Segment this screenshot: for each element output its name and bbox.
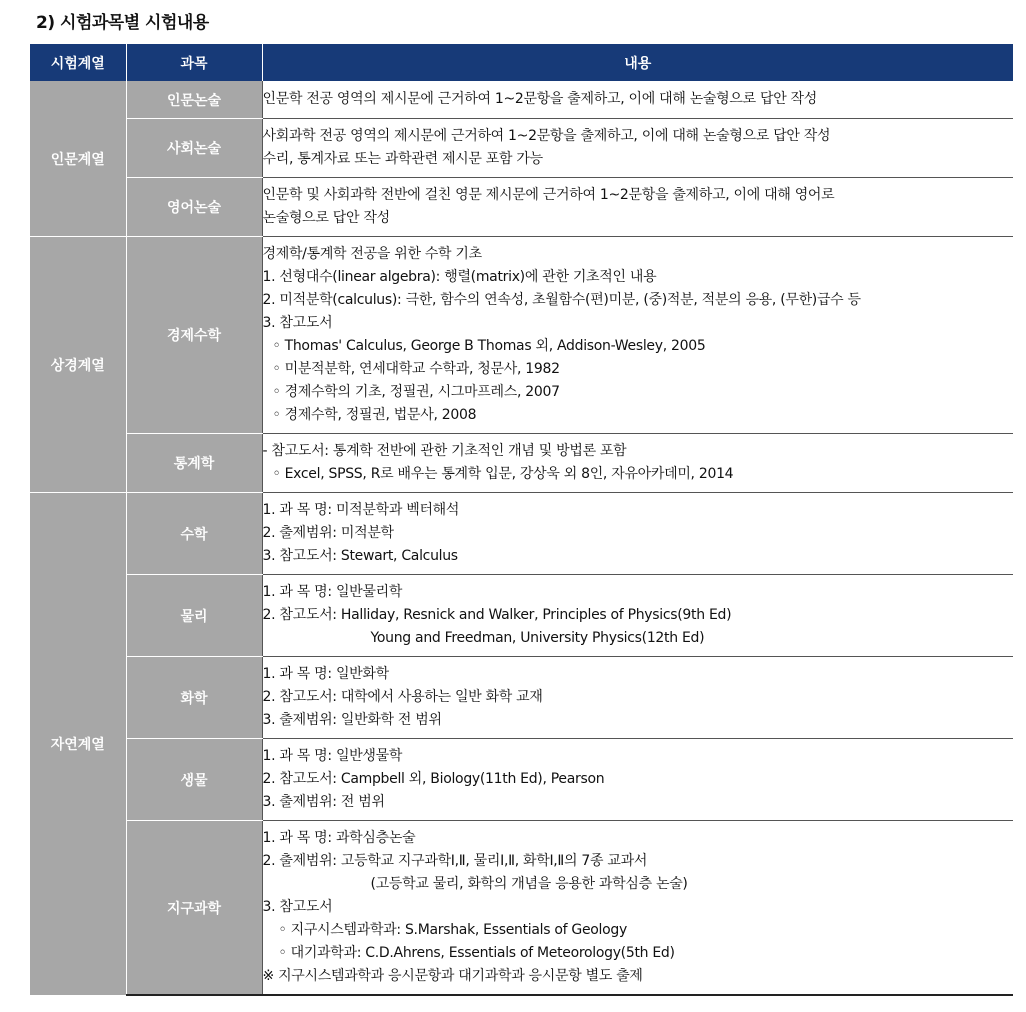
table-row [30,237,1013,434]
content-line: ※ 지구시스템과학과 응시문항과 대기과학과 응시문항 별도 출제 [262,968,643,984]
content-line: 1. 과 목 명: 일반화학 [262,666,389,682]
content-line: 인문학 및 사회과학 전반에 걸친 영문 제시문에 근거하여 1~2문항을 출제하고, 이에 대해 영어로 [262,187,835,203]
content-line: 3. 참고도서 [262,899,333,915]
content-line: ◦ Thomas' Calculus, George B Thomas 외, Addison-Wesley, 2005 [272,338,706,354]
subject-cell: 생물 [126,739,262,821]
content-line: 1. 선형대수(linear algebra): 행렬(matrix)에 관한 기초적인 내용 [262,269,657,285]
content-line: ◦ 대기과학과: C.D.Ahrens, Essentials of Meteorology(5th Ed) [278,945,675,961]
content-line: Young and Freedman, University Physics(12th Ed) [370,630,705,646]
content-line: 2. 미적분학(calculus): 극한, 함수의 연속성, 초월함수(편)미분, (중)적분, 적분의 응용, (무한)급수 등 [262,292,861,308]
content-cell [262,237,1013,434]
content-line: 2. 출제범위: 고등학교 지구과학Ⅰ,Ⅱ, 물리Ⅰ,Ⅱ, 화학Ⅰ,Ⅱ의 7종 교과서 [262,853,648,869]
content-line: 사회과학 전공 영역의 제시문에 근거하여 1~2문항을 출제하고, 이에 대해 논술형으로 답안 작성 [262,128,831,144]
content-cell [262,81,1013,119]
table-row [30,821,1013,996]
exam-content-table [30,44,1013,996]
content-cell [262,821,1013,996]
content-line: ◦ 경제수학, 정필권, 법문사, 2008 [272,407,477,423]
header-subject: 과목 [126,44,262,81]
content-line: - 참고도서: 통계학 전반에 관한 기초적인 개념 및 방법론 포함 [262,443,627,459]
content-line: ◦ 지구시스템과학과: S.Marshak, Essentials of Geology [278,922,627,938]
content-line: 3. 참고도서 [262,315,333,331]
content-line: ◦ 미분적분학, 연세대학교 수학과, 청문사, 1982 [272,361,560,377]
table-row [30,119,1013,178]
content-line: (고등학교 물리, 화학의 개념을 응용한 과학심층 논술) [370,876,688,892]
content-line: 1. 과 목 명: 일반생물학 [262,748,403,764]
content-line: ◦ Excel, SPSS, R로 배우는 통계학 입문, 강상욱 외 8인, 자유아카데미, 2014 [272,466,734,482]
content-line: 1. 과 목 명: 일반물리학 [262,584,403,600]
subject-cell: 통계학 [126,434,262,493]
table-row [30,81,1013,119]
table-row [30,575,1013,657]
content-cell [262,493,1013,575]
content-line: 2. 참고도서: 대학에서 사용하는 일반 화학 교재 [262,689,543,705]
content-cell [262,657,1013,739]
content-line: 3. 출제범위: 일반화학 전 범위 [262,712,442,728]
table-row [30,178,1013,237]
header-content: 내용 [262,44,1013,81]
table-row [30,434,1013,493]
table-row [30,657,1013,739]
content-line: 1. 과 목 명: 미적분학과 벡터해석 [262,502,460,518]
subject-cell: 수학 [126,493,262,575]
content-line: 2. 출제범위: 미적분학 [262,525,394,541]
subject-cell: 물리 [126,575,262,657]
content-line: 2. 참고도서: Halliday, Resnick and Walker, Principles of Physics(9th Ed) [262,607,732,623]
content-cell [262,434,1013,493]
content-cell [262,178,1013,237]
content-cell [262,739,1013,821]
subject-cell: 지구과학 [126,821,262,996]
content-cell [262,575,1013,657]
table-header-row [30,44,1013,81]
table-row [30,493,1013,575]
section-title: 2) 시험과목별 시험내용 [36,13,209,33]
header-exam-track: 시험계열 [30,44,126,81]
group-cell-natural-sciences: 자연계열 [30,493,126,996]
content-line: 수리, 통계자료 또는 과학관련 제시문 포함 가능 [262,151,543,167]
content-line: 1. 과 목 명: 과학심층논술 [262,830,416,846]
content-line: 논술형으로 답안 작성 [262,210,390,226]
content-line: 3. 출제범위: 전 범위 [262,794,385,810]
content-line: 3. 참고도서: Stewart, Calculus [262,548,458,564]
subject-cell: 경제수학 [126,237,262,434]
subject-cell: 인문논술 [126,81,262,119]
content-line: 2. 참고도서: Campbell 외, Biology(11th Ed), Pearson [262,771,605,787]
subject-cell: 영어논술 [126,178,262,237]
table-row [30,739,1013,821]
content-line: 경제학/통계학 전공을 위한 수학 기초 [262,246,482,262]
subject-cell: 화학 [126,657,262,739]
group-cell-humanities: 인문계열 [30,81,126,237]
content-cell [262,119,1013,178]
content-line: ◦ 경제수학의 기초, 정필권, 시그마프레스, 2007 [272,384,560,400]
content-line: 인문학 전공 영역의 제시문에 근거하여 1~2문항을 출제하고, 이에 대해 논술형으로 답안 작성 [262,91,818,107]
subject-cell: 사회논술 [126,119,262,178]
group-cell-business: 상경계열 [30,237,126,493]
